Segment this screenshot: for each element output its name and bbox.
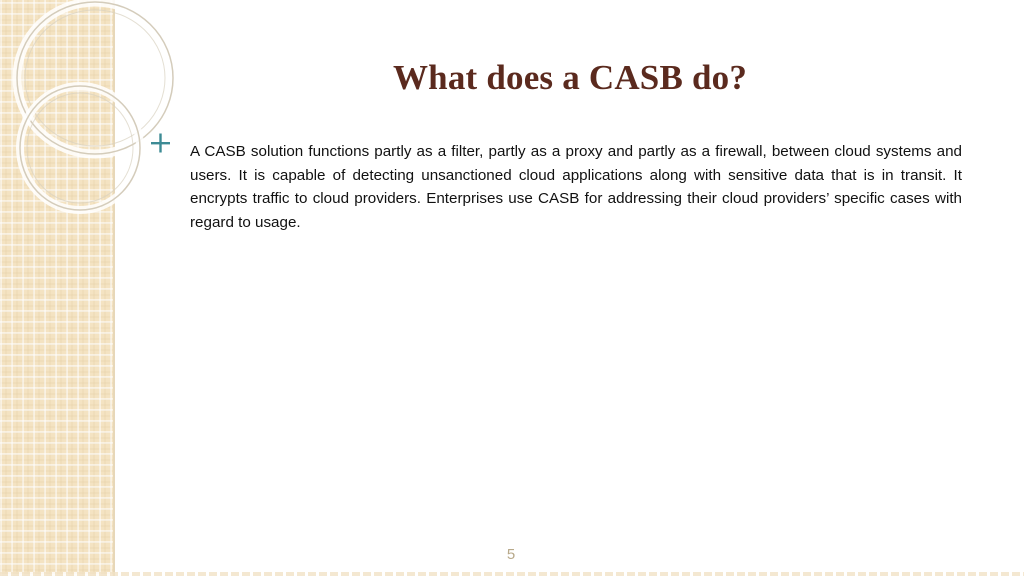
plus-icon <box>151 133 171 153</box>
slide-title: What does a CASB do? <box>392 58 748 97</box>
bullet-text: A CASB solution functions partly as a filter, partly as a proxy and partly as a firewall, between cloud systems and users. It is capable of detecting unsanctioned cloud applications along with sensitive data that is in transit. It encrypts traffic to cloud providers. Enterprises use CASB for addressing their cloud providers’ specific cases with regard to usage. <box>190 143 962 231</box>
decorative-bottom-strip <box>0 572 1024 576</box>
decorative-rings <box>0 0 200 260</box>
page-number-label: 5 <box>506 546 516 563</box>
page-number <box>0 546 1024 563</box>
